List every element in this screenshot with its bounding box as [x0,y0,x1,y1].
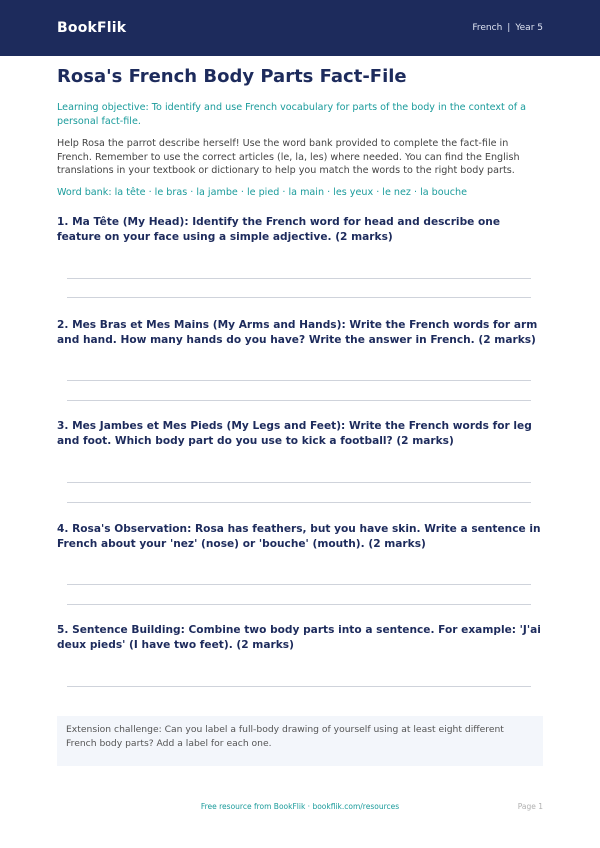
answer-line[interactable] [67,297,531,298]
answer-line[interactable] [67,482,531,483]
header-meta [472,23,543,33]
answer-line[interactable] [67,584,531,585]
question-5 [57,623,543,703]
question-3 [57,419,543,509]
question-text: 2. Mes Bras et Mes Mains (My Arms and Hands): Write the French words for arm and hand. How many hands do you have? Write the answer in French. (2 marks) [57,319,538,346]
extension-challenge: Extension challenge: Can you label a full-body drawing of yourself using at least eight different French body parts? Add a label for each one. [57,716,543,766]
answer-line[interactable] [67,400,531,401]
question-2 [57,318,543,408]
question-text: 1. Ma Tête (My Head): Identify the French word for head and describe one feature on your face using a simple adjective. (2 marks) [57,216,501,243]
intro-section [57,66,543,199]
answer-line[interactable] [67,380,531,381]
header-bar [0,0,600,56]
question-text: 4. Rosa's Observation: Rosa has feathers, but you have skin. Write a sentence in French about your 'nez' (nose) or 'bouche' (mouth). (2 marks) [57,523,541,550]
question-4 [57,522,543,612]
page-title: Rosa's French Body Parts Fact-File [57,66,407,87]
year-label: Year 5 [515,23,543,33]
instructions: Help Rosa the parrot describe herself! Use the word bank provided to complete the fact-file in French. Remember to use the correct articles (le, la, les) where needed. You can find the English translations in your textbook or dictionary to help you match the words to the right body parts. [57,138,520,176]
brand-logo[interactable]: BookFlik [57,20,127,36]
meta-separator: | [507,23,511,33]
question-text: 5. Sentence Building: Combine two body parts into a sentence. For example: 'J'ai deux pieds' (I have two feet). (2 marks) [57,624,541,651]
question-1 [57,215,543,305]
answer-line[interactable] [67,686,531,687]
subject-label: French [472,23,503,33]
answer-line[interactable] [67,278,531,279]
word-bank: Word bank: la tête · le bras · la jambe · le pied · la main · les yeux · le nez · la bouche [57,186,467,198]
page-number: Page 1 [517,802,543,811]
learning-objective: Learning objective: To identify and use French vocabulary for parts of the body in the context of a personal fact-file. [57,102,527,127]
answer-line[interactable] [67,604,531,605]
footer-credit-link[interactable]: Free resource from BookFlik · bookflik.com/resources [200,802,400,811]
question-text: 3. Mes Jambes et Mes Pieds (My Legs and Feet): Write the French words for leg and foot. Which body part do you use to kick a football? (2 marks) [57,420,532,447]
answer-line[interactable] [67,502,531,503]
